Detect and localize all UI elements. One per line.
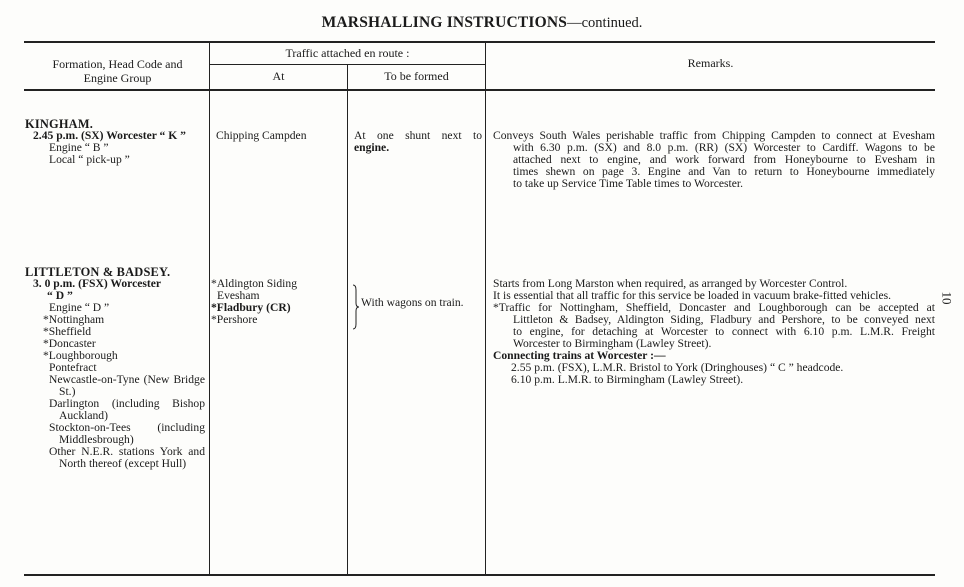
top-rule — [24, 41, 935, 43]
kingham-heading: KINGHAM. — [25, 117, 94, 131]
littleton-remark-line-3: *Traffic for Nottingham, Sheffield, Doncaster and Loughborough can be accepted at — [493, 301, 935, 314]
kingham-formed-line-2: engine. — [354, 141, 390, 154]
grouping-brace — [352, 284, 359, 330]
page-number: 10 — [939, 291, 955, 305]
kingham-formation — [25, 118, 208, 166]
littleton-at — [211, 278, 345, 326]
destination-pontefract: Pontefract — [49, 361, 97, 374]
col-divider-3 — [485, 42, 486, 574]
at-evesham: Evesham — [217, 289, 260, 302]
bottom-rule — [24, 574, 935, 576]
header-formation: Formation, Head Code and Engine Group — [52, 57, 183, 85]
at-fladbury: *Fladbury (CR) — [211, 301, 291, 314]
header-at: At — [272, 69, 285, 83]
littleton-formation — [25, 266, 205, 470]
littleton-remark-line-1: Starts from Long Marston when required, as arranged by Worcester Control. — [493, 277, 848, 290]
page-title — [0, 14, 964, 32]
col-divider-1 — [209, 42, 210, 574]
kingham-remark-line-2: with 6.30 p.m. (SX) and 8.0 p.m. (RR) (SX) Worcester to Cardiff. Wagons to be — [513, 141, 935, 154]
header-traffic: Traffic attached en route : — [285, 46, 410, 60]
kingham-remarks — [493, 130, 935, 190]
destination-nottingham: *Nottingham — [43, 313, 105, 326]
destination-sheffield: *Sheffield — [43, 325, 92, 338]
kingham-local: Local “ pick-up ” — [49, 153, 130, 166]
kingham-train: 2.45 p.m. (SX) Worcester “ K ” — [33, 129, 186, 142]
littleton-remark-line-2: It is essential that all traffic for this service be loaded in vacuum brake-fitted vehicles. — [493, 289, 892, 302]
destination-newcastle: Newcastle-on-Tyne (New Bridge St.) — [49, 373, 205, 398]
kingham-remark-line-4: times shewn on page 3. Engine and Van to return to Honeybourne immediately — [513, 165, 935, 178]
littleton-engine: Engine “ D ” — [49, 301, 110, 314]
title-suffix: —continued. — [567, 15, 643, 31]
kingham-remark-line-5: to take up Service Time Table times to Worcester. — [513, 177, 743, 190]
littleton-formed: With wagons on train. — [361, 296, 464, 309]
kingham-formed-line-1: At one shunt next to — [354, 129, 482, 142]
connecting-trains-heading: Connecting trains at Worcester :— — [493, 349, 666, 362]
at-pershore: *Pershore — [211, 313, 258, 326]
kingham-remark-line-3: attached next to engine, and work forward from Honeybourne to Evesham in — [513, 153, 935, 166]
destination-doncaster: *Doncaster — [43, 337, 96, 350]
destination-stockton: Stockton-on-Tees (including Middlesbrough) — [49, 421, 205, 446]
title-main: MARSHALLING INSTRUCTIONS — [321, 14, 568, 31]
connecting-train-1: 2.55 p.m. (FSX), L.M.R. Bristol to York (Dringhouses) “ C ” headcode. — [511, 361, 844, 374]
header-to-be-formed: To be formed — [384, 69, 449, 83]
kingham-remark-line-1: Conveys South Wales perishable traffic from Chipping Campden to connect at Evesham — [493, 129, 935, 142]
kingham-engine: Engine “ B ” — [49, 141, 109, 154]
at-aldington-siding: *Aldington Siding — [211, 277, 297, 290]
littleton-remark-line-5: to engine, for detaching at Worcester to connect with 6.10 p.m. L.M.R. Freight — [513, 325, 935, 338]
littleton-remark-line-6: Worcester to Birmingham (Lawley Street). — [513, 337, 712, 350]
header-remarks: Remarks. — [687, 56, 734, 70]
connecting-train-2: 6.10 p.m. L.M.R. to Birmingham (Lawley Street). — [511, 373, 744, 386]
destination-loughborough: *Loughborough — [43, 349, 118, 362]
destination-other-ner: Other N.E.R. stations York and North thereof (except Hull) — [49, 445, 205, 470]
littleton-train: 3. 0 p.m. (FSX) Worcester — [33, 277, 162, 290]
littleton-heading: LITTLETON & BADSEY. — [25, 265, 171, 279]
littleton-remark-line-4: Littleton & Badsey, Aldington Siding, Fladbury and Pershore, to be conveyed next — [513, 313, 935, 326]
littleton-remarks — [493, 278, 935, 386]
kingham-formed — [354, 130, 482, 154]
destination-darlington: Darlington (including Bishop Auckland) — [49, 397, 205, 422]
header-bottom-rule — [24, 89, 935, 91]
kingham-at: Chipping Campden — [216, 129, 307, 142]
littleton-train-code: “ D ” — [47, 289, 73, 302]
col-divider-2 — [347, 65, 348, 574]
